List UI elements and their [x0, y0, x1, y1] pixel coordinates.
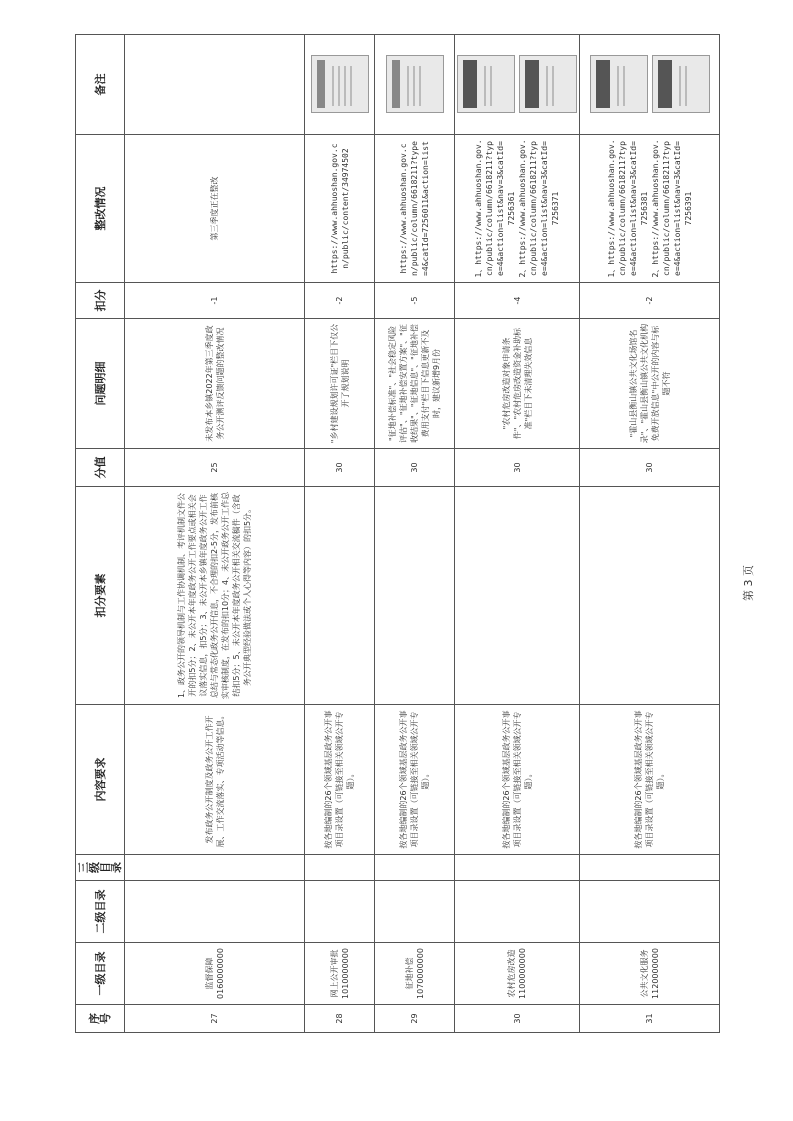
cell-score: 25 — [125, 449, 305, 487]
table-row — [125, 35, 305, 1033]
header-level1: 一级目录 — [76, 943, 125, 1005]
cell-criteria: 1、政务公开的领导机制与工作协调机制、考评机制文件公开的扣5分；2、未公开本年度政务公开工作要点或相关会议落实信息，扣5分；3、未公开本乡镇年度政务公开工作总结与常态化政务公开信息，不合理的扣2-5分，发布前核实审核制度，在发布的扣10分；4、未公开政务公开工作总结扣5分；5、未公开本年度政务公开相关交流稿件（含政务公开典型经验做法或个人心得等内容）的扣5分。 — [125, 487, 305, 705]
cell-deduct: -2 — [305, 283, 375, 319]
evidence-link[interactable]: 1、https://www.ahhuoshan.gov.cn/public/column/6618211?type=4&action=list&nav=3&catId=7256381 — [606, 139, 649, 278]
cell-level3 — [305, 855, 375, 881]
header-deduct: 扣分 — [76, 283, 125, 319]
cell-content: 按各地编制的26个领域基层政务公开事项目录设置（可链接至相关领域公开专题）。 — [455, 705, 580, 855]
table-row — [305, 35, 375, 1033]
cell-remark — [125, 35, 305, 135]
level1-code: 1070000000 — [415, 948, 425, 999]
header-problem: 问题明细 — [76, 319, 125, 449]
cell-content: 按各地编制的26个领域基层政务公开事项目录设置（可链接至相关领域公开专题）。 — [375, 705, 455, 855]
cell-level3 — [455, 855, 580, 881]
cell-problem: "征地补偿标准"、"社会稳定风险评估"、"征地补偿安置方案"、"征收结果"、"征地信息"、"征地补偿费用支付"栏目下信息更新不及时，建议新增9月份 — [375, 319, 455, 449]
cell-seq: 29 — [375, 1005, 455, 1033]
cell-content: 按各地编制的26个领域基层政务公开事项目录设置（可链接至相关领域公开专题）。 — [305, 705, 375, 855]
cell-level1 — [375, 943, 455, 1005]
cell-rectify[interactable] — [455, 135, 580, 283]
cell-level1 — [580, 943, 720, 1005]
cell-content: 按各地编制的26个领域基层政务公开事项目录设置（可链接至相关领域公开专题）。 — [580, 705, 720, 855]
evidence-link[interactable]: https://www.ahhuoshan.gov.cn/public/content/34974502 — [329, 143, 350, 274]
level1-name: 征地补偿 — [404, 957, 414, 990]
cell-deduct: -4 — [455, 283, 580, 319]
level1-code: 0160000000 — [215, 948, 225, 999]
cell-content: 发布政务公开制度及政务公开工作开展、工作交流落实、专项活动等信息。 — [125, 705, 305, 855]
evidence-link[interactable]: 2、https://www.ahhuoshan.gov.cn/public/column/6618211?type=4&action=list&nav=3&catId=7256391 — [650, 139, 693, 278]
evidence-link[interactable]: 2、https://www.ahhuoshan.gov.cn/public/column/6618211?type=4&action=list&nav=3&catId=7256371 — [518, 139, 560, 278]
header-score: 分值 — [76, 449, 125, 487]
evidence-link[interactable]: https://www.ahhuoshan.gov.cn/public/column/6618211?type=4&catId=7256011&action=list — [399, 141, 430, 276]
screenshot-thumbnail — [519, 56, 577, 114]
header-level3: 三级目录 — [76, 855, 125, 881]
cell-rectify[interactable] — [580, 135, 720, 283]
level1-name: 农村危房改造 — [507, 949, 516, 998]
cell-problem: 未发布本乡镇2022年第三季度政务公开测评反馈问题的整改情况 — [125, 319, 305, 449]
cell-criteria — [580, 487, 720, 705]
cell-remark — [580, 35, 720, 135]
cell-rectify: 第三季度正在整改 — [125, 135, 305, 283]
cell-score: 30 — [580, 449, 720, 487]
cell-score: 30 — [455, 449, 580, 487]
cell-criteria — [375, 487, 455, 705]
cell-level3 — [580, 855, 720, 881]
cell-deduct: -5 — [375, 283, 455, 319]
evidence-link[interactable]: 1、https://www.ahhuoshan.gov.cn/public/column/6618211?type=4&action=list&nav=3&catId=7256361 — [474, 139, 516, 278]
cell-level2 — [580, 881, 720, 943]
cell-level1 — [125, 943, 305, 1005]
cell-deduct: -2 — [580, 283, 720, 319]
header-content: 内容要求 — [76, 705, 125, 855]
screenshot-thumbnail — [590, 56, 648, 114]
cell-rectify[interactable] — [375, 135, 455, 283]
header-seq: 序号 — [76, 1005, 125, 1033]
header-criteria: 扣分要素 — [76, 487, 125, 705]
evaluation-table — [75, 34, 720, 1033]
cell-level2 — [305, 881, 375, 943]
cell-level1 — [305, 943, 375, 1005]
table-row — [455, 35, 580, 1033]
level1-code: 1100000000 — [518, 948, 527, 999]
cell-score: 30 — [305, 449, 375, 487]
screenshot-thumbnail — [311, 56, 369, 114]
level1-name: 监督保障 — [204, 957, 214, 990]
cell-remark — [305, 35, 375, 135]
screenshot-thumbnail — [457, 56, 515, 114]
cell-seq: 30 — [455, 1005, 580, 1033]
cell-rectify[interactable] — [305, 135, 375, 283]
cell-score: 30 — [375, 449, 455, 487]
cell-level2 — [375, 881, 455, 943]
table-row — [580, 35, 720, 1033]
level1-name: 网上公开审批 — [329, 949, 339, 998]
cell-level2 — [455, 881, 580, 943]
table-row — [375, 35, 455, 1033]
screenshot-thumbnail — [652, 56, 710, 114]
cell-seq: 27 — [125, 1005, 305, 1033]
cell-criteria — [455, 487, 580, 705]
cell-seq: 31 — [580, 1005, 720, 1033]
header-remark: 备注 — [76, 35, 125, 135]
cell-level2 — [125, 881, 305, 943]
cell-remark — [455, 35, 580, 135]
level1-code: 1120000000 — [650, 948, 660, 999]
cell-criteria — [305, 487, 375, 705]
cell-level3 — [125, 855, 305, 881]
cell-problem: "乡村建设规划许可证"栏目下仅公开了规划说明 — [305, 319, 375, 449]
level1-name: 公共文化服务 — [639, 949, 649, 998]
cell-deduct: -1 — [125, 283, 305, 319]
cell-level3 — [375, 855, 455, 881]
header-level2: 二级目录 — [76, 881, 125, 943]
screenshot-thumbnail — [386, 56, 444, 114]
page-number: 第 3 页 — [742, 565, 755, 601]
cell-problem: "霍山县衡山镇公共文化场馆名录"、"霍山县衡山镇公共文化机构免费开放信息"中公开的内容与标题不符 — [580, 319, 720, 449]
cell-problem: "农村危房改造对象申请条件"、"农村危房改造资金补助标准"栏目下未清理失效信息 — [455, 319, 580, 449]
level1-code: 1010000000 — [340, 948, 350, 999]
header-rectify: 整改情况 — [76, 135, 125, 283]
cell-level1 — [455, 943, 580, 1005]
cell-seq: 28 — [305, 1005, 375, 1033]
cell-remark — [375, 35, 455, 135]
